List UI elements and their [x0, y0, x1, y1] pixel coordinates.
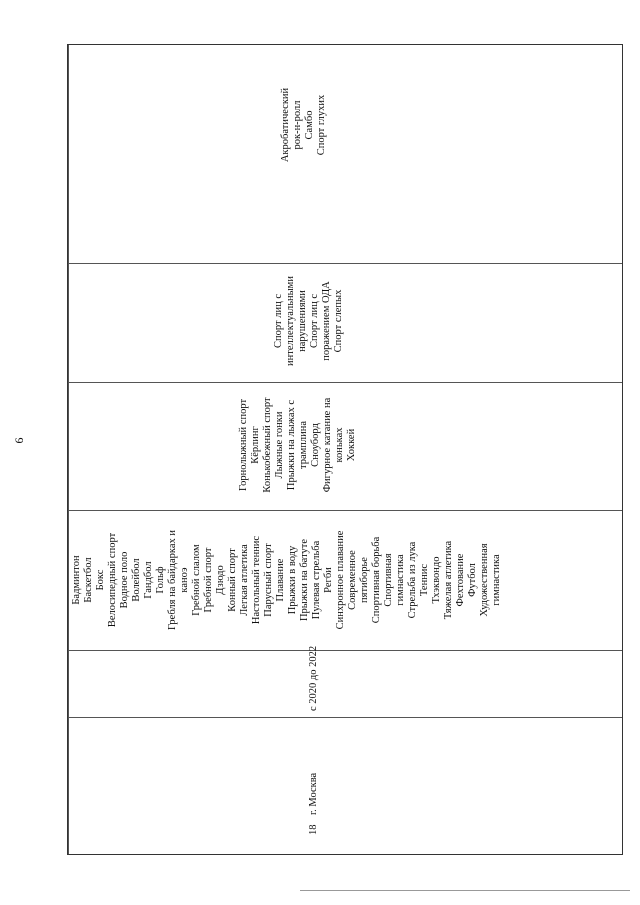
- sport-line: Акробатический: [280, 87, 291, 163]
- sport-line: Спорт лиц с: [309, 294, 320, 348]
- row-divider: [68, 263, 622, 264]
- sport-line: пятиборье: [359, 557, 370, 603]
- city-cell: г. Москва: [308, 772, 319, 815]
- sport-line: Тяжелая атлетика: [443, 540, 454, 620]
- row-divider: [68, 717, 622, 718]
- sport-line: рок-н-ролл: [292, 100, 303, 150]
- page-number: 9: [12, 437, 27, 444]
- sport-line: Футбол: [467, 563, 478, 597]
- other-sports-cell: [280, 17, 328, 233]
- sport-line: гимнастика: [395, 554, 406, 606]
- sport-line: Прыжки в воду: [287, 545, 298, 615]
- sport-line: Хоккей: [346, 428, 357, 462]
- sport-line: Гребля на байдарках и: [167, 530, 178, 630]
- sport-line: Конькобежный спорт: [262, 397, 273, 493]
- sport-line: Самбо: [304, 110, 315, 140]
- sport-line: Дзюдо: [215, 565, 226, 595]
- sport-line: Спорт лиц с: [273, 294, 284, 348]
- sport-line: интеллектуальными: [285, 276, 296, 366]
- summer-sports-cell: [71, 511, 503, 649]
- sport-line: Сноуборд: [310, 423, 321, 467]
- sport-line: Плавание: [275, 558, 286, 602]
- footer-rule: [300, 890, 630, 891]
- sport-line: Легкая атлетика: [239, 544, 250, 616]
- row-number: 18: [308, 824, 319, 835]
- period-cell: с 2020 до 2022: [308, 645, 319, 711]
- winter-sports-cell: [238, 382, 358, 508]
- sport-line: каноэ: [179, 567, 190, 593]
- sport-line: Лыжные гонки: [274, 411, 285, 479]
- sport-line: Фигурное катание на: [322, 397, 333, 493]
- sport-line: Спорт глухих: [316, 94, 327, 156]
- column-divider: [68, 45, 69, 854]
- sport-line: Конный спорт: [227, 548, 238, 612]
- sports-table: [67, 44, 623, 855]
- sport-line: Гольф: [155, 566, 166, 594]
- sport-line: Парусный спорт: [263, 543, 274, 617]
- disabled-sports-cell: [273, 262, 345, 380]
- sport-line: Спортивная: [383, 553, 394, 607]
- sport-line: нарушениями: [297, 290, 308, 352]
- sport-line: Теннис: [419, 563, 430, 597]
- sport-line: Пулевая стрельба: [311, 540, 322, 620]
- sport-line: Современное: [347, 550, 358, 610]
- sport-line: трамплина: [298, 420, 309, 470]
- sport-line: Волейбол: [131, 558, 142, 602]
- sport-line: Велосипедный спорт: [107, 532, 118, 628]
- sport-line: Стрельба из лука: [407, 541, 418, 619]
- row-divider: [68, 650, 622, 651]
- sport-line: Баскетбол: [83, 557, 94, 603]
- sport-line: Художественная: [479, 543, 490, 617]
- sport-line: Бадминтон: [71, 555, 82, 605]
- sport-line: Прыжки на батуте: [299, 538, 310, 622]
- sport-line: Гандбол: [143, 561, 154, 599]
- sport-line: Спортивная борьба: [371, 536, 382, 624]
- sport-line: Гребной слалом: [191, 544, 202, 616]
- sport-line: коньках: [334, 427, 345, 463]
- sport-line: Настольный теннис: [251, 535, 262, 625]
- sport-line: Кёрлинг: [250, 426, 261, 464]
- sport-line: Прыжки на лыжах с: [286, 399, 297, 491]
- sport-line: Горнолыжный спорт: [238, 398, 249, 492]
- sport-line: поражением ОДА: [321, 281, 332, 361]
- sport-line: Тхэквондо: [431, 556, 442, 604]
- sport-line: Регби: [323, 567, 334, 593]
- sport-line: Синхронное плавание: [335, 530, 346, 630]
- sport-line: Водное поло: [119, 551, 130, 609]
- sport-line: гимнастика: [491, 554, 502, 606]
- sport-line: Фехтование: [455, 553, 466, 607]
- sport-line: Гребной спорт: [203, 547, 214, 613]
- sport-line: Бокс: [95, 569, 106, 591]
- sport-line: Спорт слепых: [333, 289, 344, 353]
